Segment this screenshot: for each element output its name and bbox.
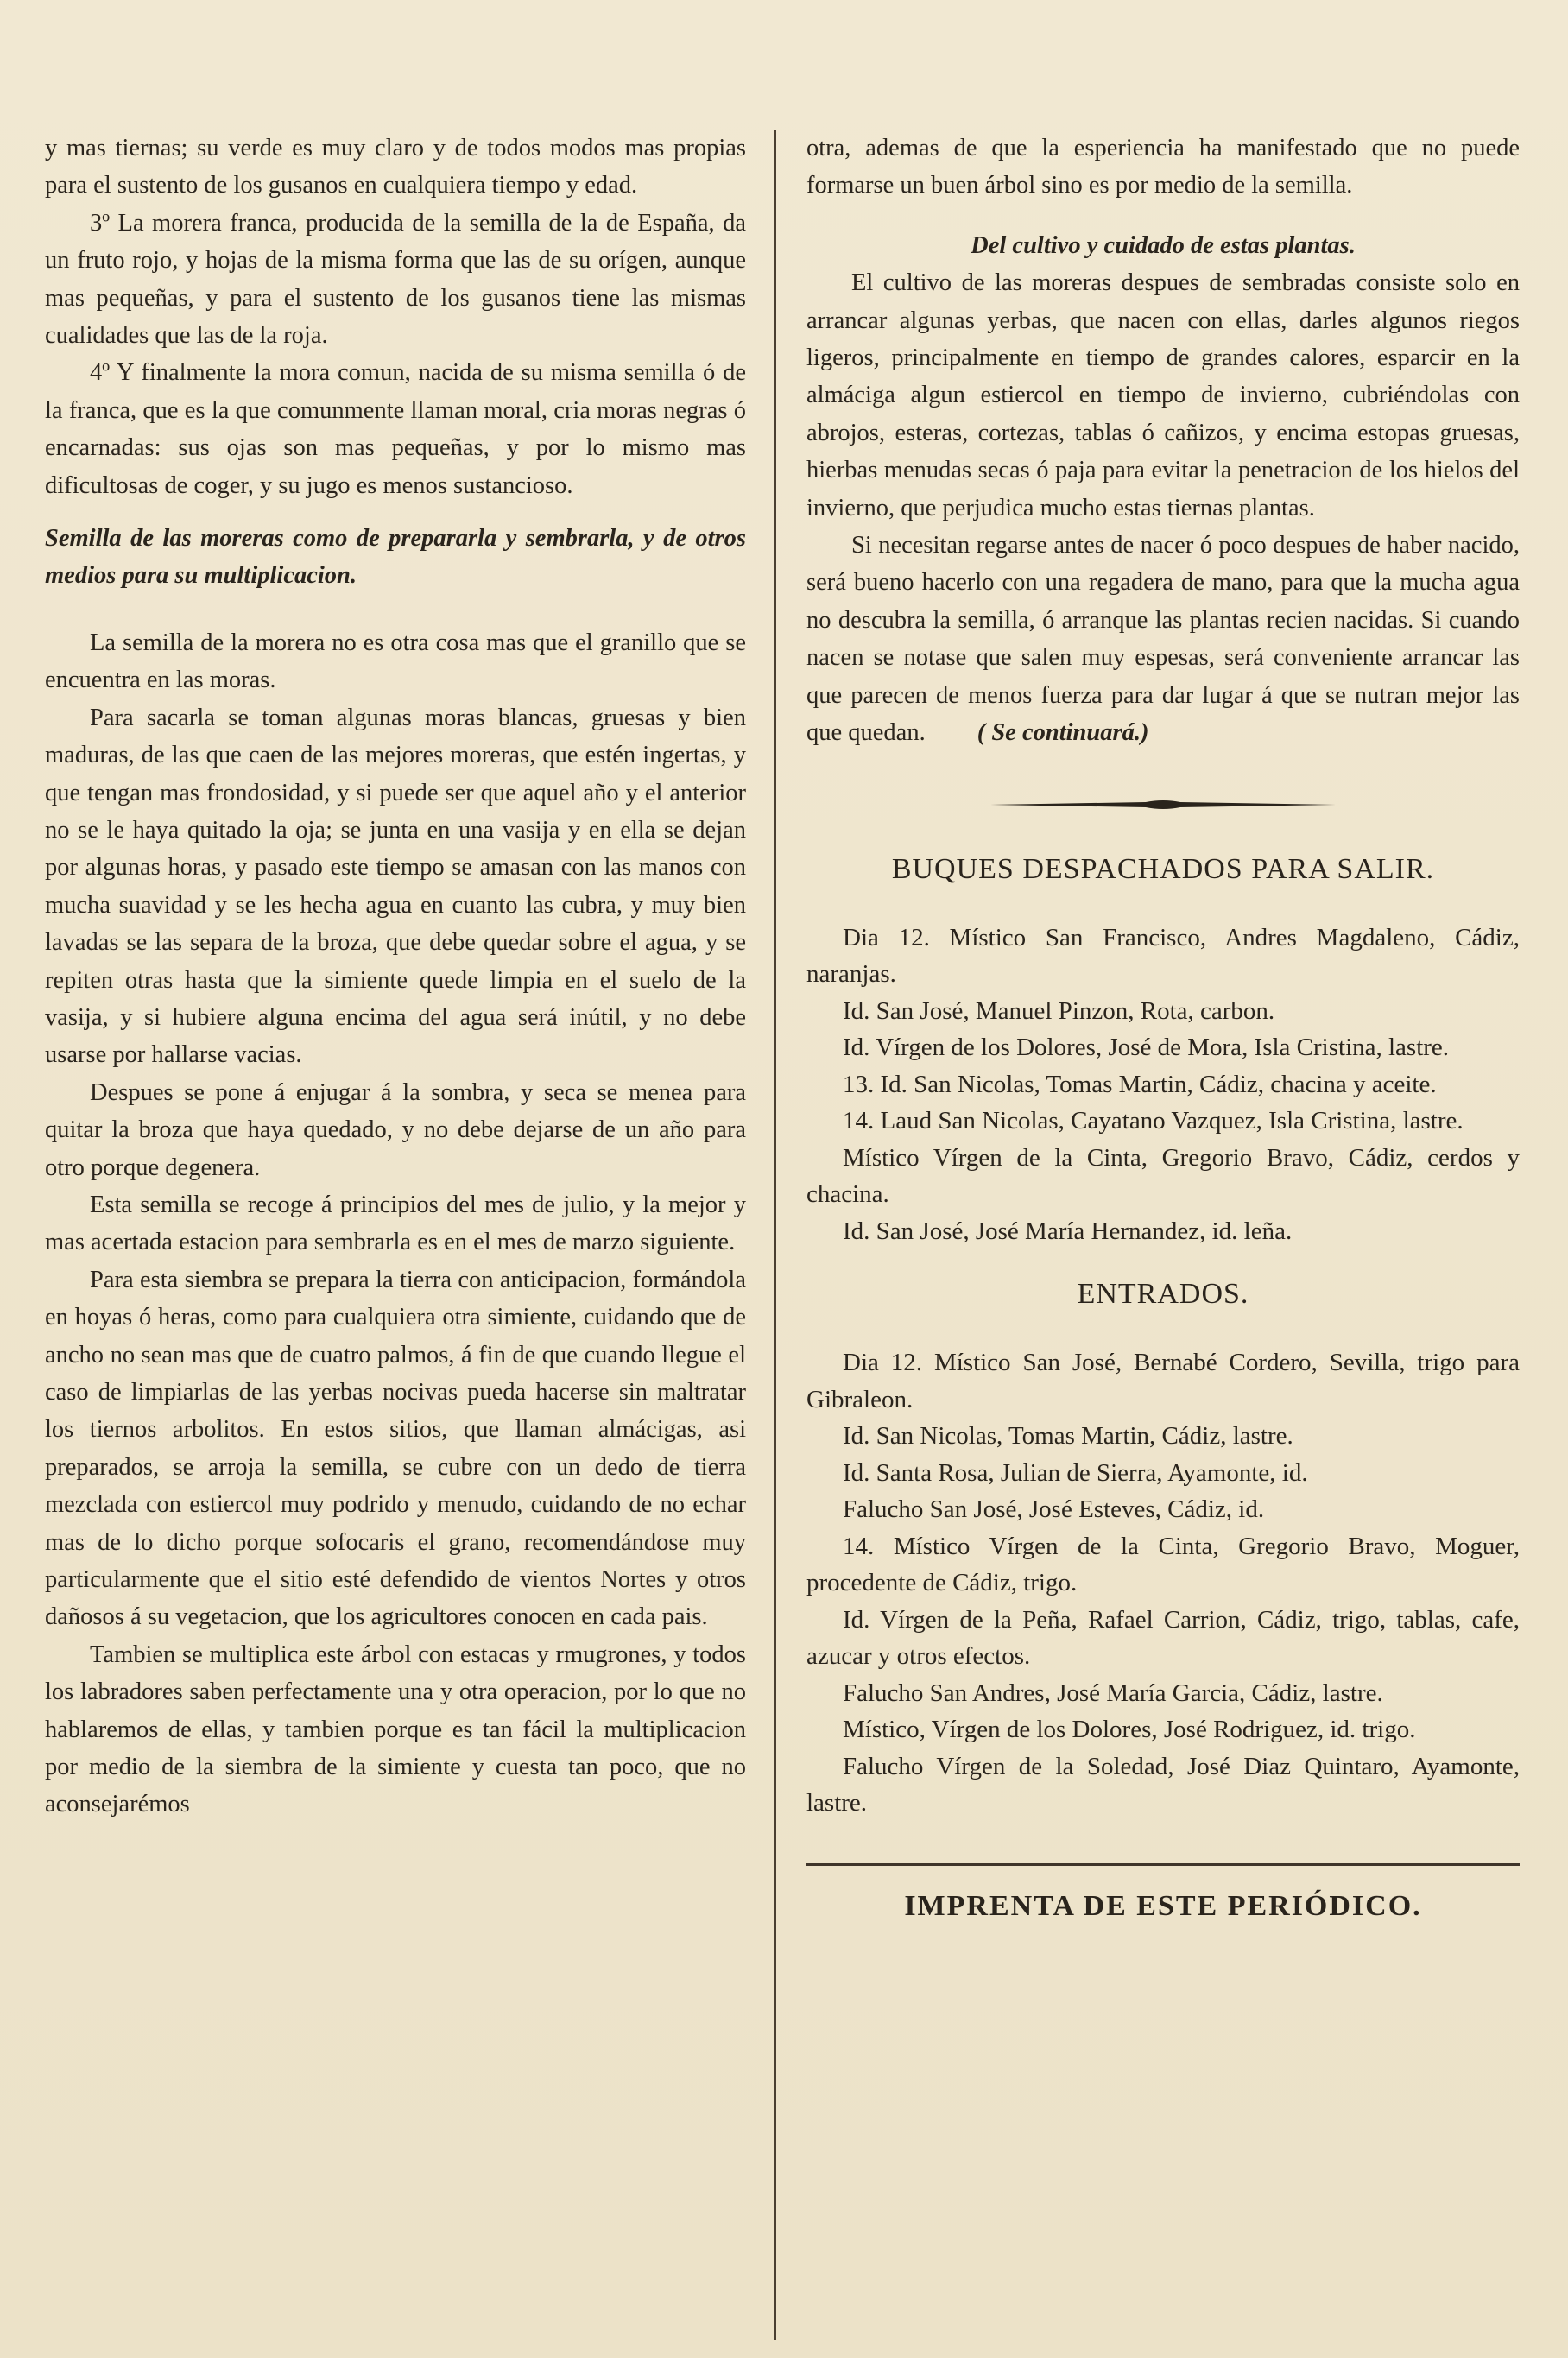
list-item: Falucho Vírgen de la Soledad, José Diaz Quintaro, Ayamonte, lastre. [806, 1752, 1520, 1817]
arrivals-list [806, 1344, 1520, 1822]
departures-list [806, 920, 1520, 1250]
paragraph: 3º La morera franca, producida de la semilla de la de España, da un fruto rojo, y hojas de la misma forma que las de su orígen, aunque mas pequeñas, y para el sustento de los gusanos tiene las mismas cualidades que las de la roja. [45, 209, 746, 350]
paragraph: Para sacarla se toman algunas moras blancas, gruesas y bien maduras, de las que caen de las mejores moreras, que estén ingertas, y que tengan mas frondosidad, y si puede ser que aquel año y el anterior no se le haya quitado la oja; se junta en una vasija y en ella se dejan por algunas horas, y pasado este tiempo se amasan con las manos con mucha suavidad y se les hecha agua en cuanto las cubra, y muy bien lavadas se las separa de la broza, que debe quedar sobre el agua, y se repiten otras hasta que la simiente quede limpia en el suelo de la vasija, y si hubiere alguna encima del agua será inútil, y no debe usarse por hallarse vacias. [45, 704, 746, 1069]
section-heading: Semilla de las moreras como de prepararla y sembrarla, y de otros medios para su multiplicacion. [45, 525, 746, 590]
ornamental-rule [990, 799, 1336, 811]
paragraph: Esta semilla se recoge á principios del mes de julio, y la mejor y mas acertada estacion para sembrarla es en el mes de marzo siguiente. [45, 1191, 746, 1256]
list-item: Místico, Vírgen de los Dolores, José Rodriguez, id. trigo. [843, 1716, 1416, 1743]
subsection-heading: Del cultivo y cuidado de estas plantas. [971, 231, 1356, 259]
imprint-footer: IMPRENTA DE ESTE PERIÓDICO. [806, 1863, 1520, 1923]
paragraph: y mas tiernas; su verde es muy claro y de todos modos mas propias para el sustento de los gusanos en cualquiera tiempo y edad. [45, 135, 746, 199]
paragraph: otra, ademas de que la esperiencia ha manifestado que no puede formarse un buen árbol sino es por medio de la semilla. [806, 135, 1520, 199]
list-item: Falucho San José, José Esteves, Cádiz, id. [843, 1495, 1265, 1523]
column-divider [774, 130, 776, 2340]
left-column [45, 130, 746, 1824]
list-item: Id. Vírgen de la Peña, Rafael Carrion, Cádiz, trigo, tablas, cafe, azucar y otros efectos. [806, 1605, 1520, 1670]
list-item: Falucho San Andres, José María Garcia, Cádiz, lastre. [843, 1678, 1383, 1707]
paragraph: Para esta siembra se prepara la tierra con anticipacion, formándola en hoyas ó heras, como para cualquiera otra simiente, cuidando que de ancho no sean mas que de cuatro palmos, á fin de que cuando llegue el caso de limpiarlas de las yerbas nocivas pueda hacerse sin maltratar los tiernos arbolitos. En estos sitios, que llaman almácigas, asi preparados, se arroja la semilla, se cubre con un dedo de tierra mezclada con estiercol muy podrido y menudo, cuidando de no echar mas de lo dicho porque sofocaris el grano, recomendándose muy particularmente que el sitio esté defendido de vientos Nortes y otros dañosos á su vegetacion, que los agricultores conocen en cada pais. [45, 1266, 746, 1631]
paragraph-text: Si necesitan regarse antes de nacer ó poco despues de haber nacido, será bueno hacerlo con una regadera de mano, para que la mucha agua no descubra la semilla, ó arranque las plantas recien nacidas. Si cuando nacen se notase que salen muy espesas, será conveniente arrancar las que parecen de menos fuerza para dar lugar á que se nutran mejor las que quedan. [806, 532, 1520, 747]
paragraph: Despues se pone á enjugar á la sombra, y seca se menea para quitar la broza que haya quedado, y no debe dejarse de un año para otro porque degenera. [45, 1078, 746, 1181]
continued-note: ( Se continuará.) [977, 719, 1149, 747]
list-item: Místico Vírgen de la Cinta, Gregorio Bravo, Cádiz, cerdos y chacina. [806, 1143, 1520, 1208]
list-item: Id. Santa Rosa, Julian de Sierra, Ayamonte, id. [843, 1458, 1308, 1487]
right-column [806, 130, 1520, 1923]
list-item: 14. Laud San Nicolas, Cayatano Vazquez, Isla Cristina, lastre. [843, 1107, 1464, 1135]
departures-title: BUQUES DESPACHADOS PARA SALIR. [891, 852, 1435, 885]
list-item: Id. San Nicolas, Tomas Martin, Cádiz, lastre. [843, 1422, 1293, 1450]
paragraph [806, 527, 1520, 751]
paragraph: Tambien se multiplica este árbol con estacas y rmugrones, y todos los labradores saben perfectamente una y otra operacion, por lo que no hablaremos de ellas, y tambien porque es tan fácil la multiplicacion por medio de la siembra de la simiente y cuesta tan poco, que no aconsejarémos [45, 1640, 746, 1818]
list-item: Id. San José, Manuel Pinzon, Rota, carbon. [843, 996, 1275, 1025]
paragraph: La semilla de la morera no es otra cosa mas que el granillo que se encuentra en las moras. [45, 629, 746, 694]
list-item: 13. Id. San Nicolas, Tomas Martin, Cádiz, chacina y aceite. [843, 1070, 1437, 1098]
list-item: Dia 12. Místico San Francisco, Andres Magdaleno, Cádiz, naranjas. [806, 923, 1520, 988]
paragraph: 4º Y finalmente la mora comun, nacida de su misma semilla ó de la franca, que es la que comunmente llaman moral, cria moras negras ó encarnadas: sus ojas son mas pequeñas, y por lo mismo mas dificultosas de coger, y su jugo es menos sustancioso. [45, 359, 746, 499]
list-item: 14. Místico Vírgen de la Cinta, Gregorio Bravo, Moguer, procedente de Cádiz, trigo. [806, 1532, 1520, 1596]
list-item: Dia 12. Místico San José, Bernabé Cordero, Sevilla, trigo para Gibraleon. [806, 1349, 1520, 1413]
arrivals-title: ENTRADOS. [1077, 1278, 1249, 1310]
list-item: Id. Vírgen de los Dolores, José de Mora, Isla Cristina, lastre. [843, 1034, 1450, 1061]
list-item: Id. San José, José María Hernandez, id. leña. [843, 1217, 1293, 1245]
paragraph: El cultivo de las moreras despues de sembradas consiste solo en arrancar algunas yerbas, que nacen con ellas, darles algunos riegos ligeros, principalmente en tiempo de grandes calores, esparcir en la almáciga algun estiercol en tiempo de invierno, cubriéndolas con abrojos, esteras, cortezas, tablas ó cañizos, y encima estopas gruesas, hierbas menudas secas ó paja para evitar la penetracion de los hielos del invierno, que perjudica mucho estas tiernas plantas. [806, 269, 1520, 522]
